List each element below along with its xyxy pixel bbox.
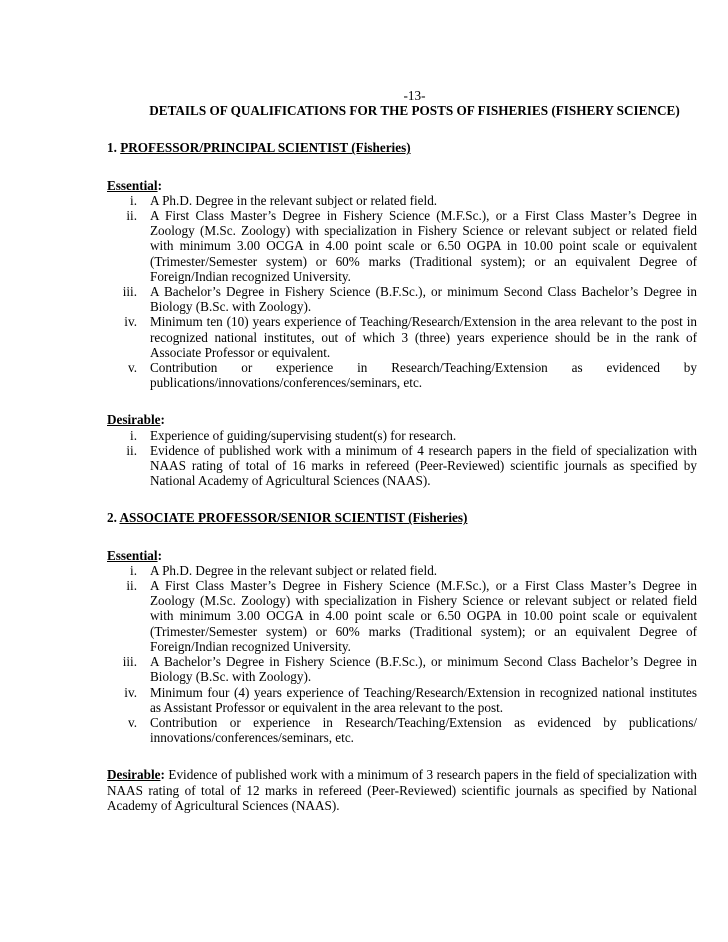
list-item: ii. A First Class Master’s Degree in Fishery Science (M.F.Sc.), or a First Class Master’s Degree in Zoology (M.Sc. Zoology) with specialization in Fishery Science or relevant subject or related field with minimum 3.00 OCGA in 4.00 point scale or 6.50 OGPA in 10.00 point scale or equivalent (Trimester/Semester system) or 60% marks (Traditional system); or an equivalent Degree of Foreign/Indian recognized University. xyxy=(126,578,697,654)
section-1-number: 1. xyxy=(107,140,117,156)
desirable-list xyxy=(107,428,697,489)
section-1-desirable xyxy=(107,412,697,488)
page-title: DETAILS OF QUALIFICATIONS FOR THE POSTS OF FISHERIES (FISHERY SCIENCE) xyxy=(149,103,680,119)
section-2-heading xyxy=(107,510,697,525)
section-2-essential xyxy=(107,548,697,746)
section-1-essential xyxy=(107,178,697,391)
list-item: ii. Evidence of published work with a minimum of 4 research papers in the field of specialization with NAAS rating of total of 16 marks in refereed (Peer-Reviewed) scientific journals as specified by National Academy of Agricultural Sciences (NAAS). xyxy=(126,442,697,489)
list-item: v. Contribution or experience in Research/Teaching/Extension as evidenced by publications/ innovations/conferences/seminars, etc. xyxy=(127,714,697,746)
desirable-text: Evidence of published work with a minimum of 3 research papers in the field of specialization with NAAS rating of total of 12 marks in refereed (Peer-Reviewed) scientific journals as specified by National Academy of Agricultural Sciences (NAAS). xyxy=(107,767,697,813)
essential-label: Essential: xyxy=(107,547,162,563)
essential-list xyxy=(107,563,697,745)
list-item: iii. A Bachelor’s Degree in Fishery Science (B.F.Sc.), or minimum Second Class Bachelor’s Degree in Biology (B.Sc. with Zoology). xyxy=(122,284,697,315)
list-item: i. Experience of guiding/supervising student(s) for research. xyxy=(130,427,457,443)
essential-list xyxy=(107,193,697,391)
page-number: -13- xyxy=(403,88,426,103)
list-item: i. A Ph.D. Degree in the relevant subject or related field. xyxy=(130,192,438,208)
section-2-title: ASSOCIATE PROFESSOR/SENIOR SCIENTIST (Fisheries) xyxy=(119,510,468,526)
desirable-label: Desirable: xyxy=(107,412,165,428)
section-1-heading xyxy=(107,140,697,155)
list-item: iii. A Bachelor’s Degree in Fishery Science (B.F.Sc.), or minimum Second Class Bachelor’s Degree in Biology (B.Sc. with Zoology). xyxy=(122,654,697,685)
section-1-title: PROFESSOR/PRINCIPAL SCIENTIST (Fisheries) xyxy=(120,140,411,156)
section-2-number: 2. xyxy=(107,510,117,526)
list-item: i. A Ph.D. Degree in the relevant subject or related field. xyxy=(130,562,438,578)
essential-label: Essential: xyxy=(107,177,162,193)
document-page xyxy=(107,88,697,813)
list-item: iv. Minimum ten (10) years experience of Teaching/Research/Extension in the area relevant to the post in recognized national institutes, out of which 3 (three) years experience should be in the rank of Associate Professor or equivalent. xyxy=(124,314,697,360)
list-item: v. Contribution or experience in Research/Teaching/Extension as evidenced by publications/innovations/conferences/seminars, etc. xyxy=(127,360,697,391)
section-2-desirable xyxy=(107,767,697,813)
list-item: ii. A First Class Master’s Degree in Fishery Science (M.F.Sc.), or a First Class Master’s Degree in Zoology (M.Sc. Zoology) with specialization in Fishery Science or relevant subject or related field with minimum 3.00 OCGA in 4.00 point scale or 6.50 OGPA in 10.00 point scale or equivalent (Trimester/Semester system) or 60% marks (Traditional system); or an equivalent Degree of Foreign/Indian recognized University. xyxy=(126,208,697,284)
desirable-label: Desirable: xyxy=(107,767,165,783)
list-item: iv. Minimum four (4) years experience of Teaching/Research/Extension in recognized national institutes as Assistant Professor or equivalent in the area relevant to the post. xyxy=(124,684,697,715)
